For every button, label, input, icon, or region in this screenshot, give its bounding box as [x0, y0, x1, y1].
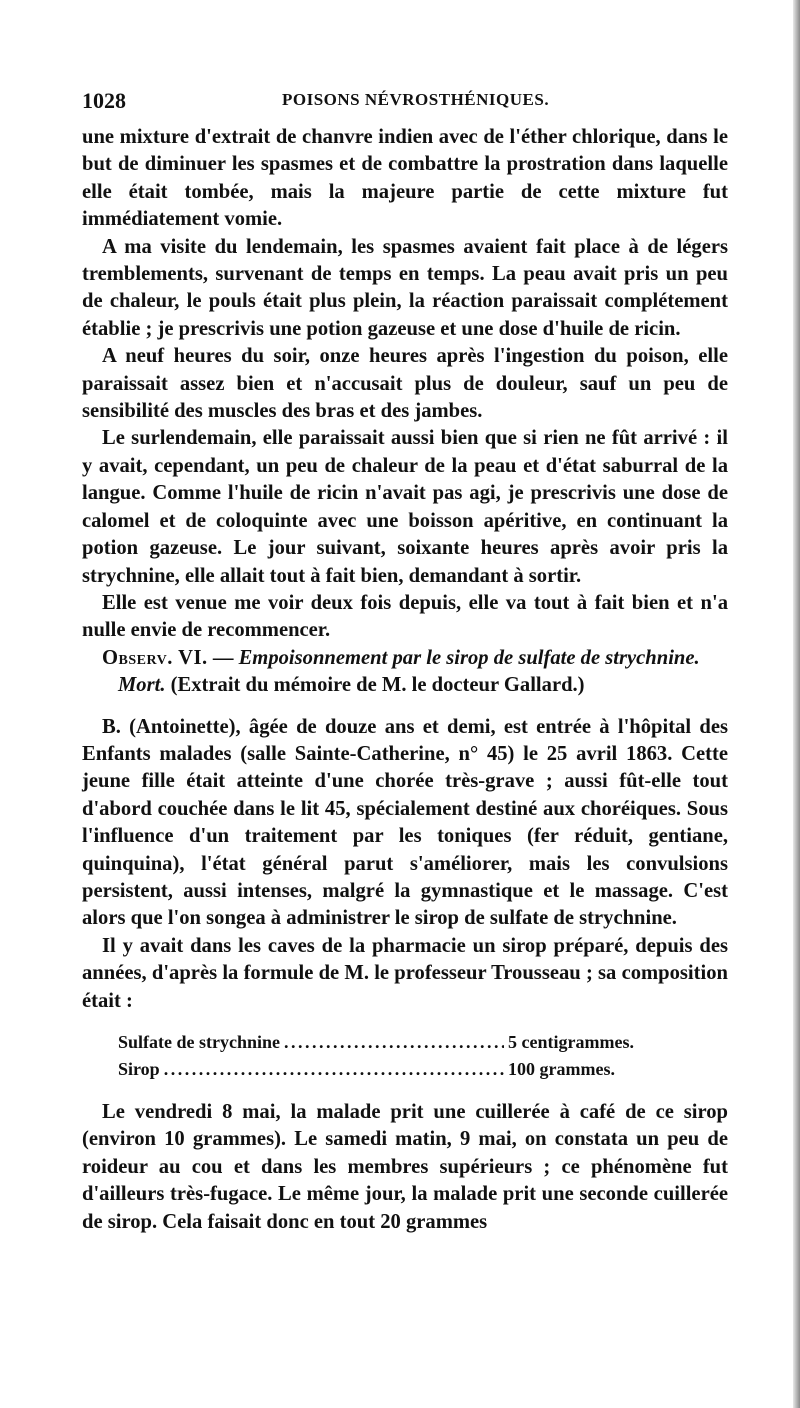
- observation-title: Empoisonnement par le sirop de sulfate de strychnine.: [238, 646, 700, 669]
- paragraph: A ma visite du lendemain, les spasmes avaient fait place à de légers tremblements, survenant de temps en temps. La peau avait pris un peu de chaleur, le pouls était plus plein, la réaction paraissait complétement établie ; je prescrivis une potion gazeuse et une dose d'huile de ricin.: [82, 235, 728, 340]
- paragraph: Elle est venue me voir deux fois depuis, elle va tout à fait bien et n'a nulle envie de recommencer.: [82, 591, 728, 642]
- paragraph: Il y avait dans les caves de la pharmacie un sirop préparé, depuis des années, d'après la formule de M. le professeur Trousseau ; sa composition était :: [82, 934, 728, 1012]
- observation-label: Observ. VI.: [102, 646, 208, 669]
- recipe-quantity: 100 grammes.: [508, 1059, 615, 1079]
- paragraph: A neuf heures du soir, onze heures après l'ingestion du poison, elle paraissait assez bien et n'accusait plus de douleur, sauf un peu de sensibilité des muscles des bras et des jambes.: [82, 345, 728, 423]
- running-title: POISONS NÉVROSTHÉNIQUES.: [282, 90, 550, 109]
- observation-heading: [82, 645, 728, 672]
- leader-dots: [164, 1056, 504, 1083]
- observation-dash: —: [207, 646, 239, 669]
- recipe-row: [118, 1029, 678, 1056]
- observation-source: (Extrait du mémoire de M. le docteur Gallard.): [165, 674, 585, 697]
- paragraph: Le vendredi 8 mai, la malade prit une cuillerée à café de ce sirop (environ 10 grammes). Le samedi matin, 9 mai, on constata un peu de roideur au cou et dans les membres supérieurs ; ce phénomène fut d'ailleurs très-fugace. Le même jour, la malade prit une seconde cuillerée de sirop. Cela faisait donc en tout 20 grammes: [82, 1101, 728, 1233]
- paragraph: Le surlendemain, elle paraissait aussi bien que si rien ne fût arrivé : il y avait, cependant, un peu de chaleur de la peau et d'état saburral de la langue. Comme l'huile de ricin n'avait pas agi, je prescrivis une dose de calomel et de coloquinte avec une boisson apéritive, en continuant la potion gazeuse. Le jour suivant, soixante heures après avoir pris la strychnine, elle allait tout à fait bien, demandant à sortir.: [82, 427, 728, 587]
- recipe-ingredient: Sirop: [118, 1059, 160, 1079]
- page-edge-shadow: [793, 0, 800, 1408]
- leader-dots: [284, 1029, 504, 1056]
- recipe-table: [118, 1029, 678, 1083]
- paragraph: une mixture d'extrait de chanvre indien avec de l'éther chlorique, dans le but de diminuer les spasmes et de combattre la prostration dans laquelle elle était tombée, mais la majeure partie de cette mixture fut immédiatement vomie.: [82, 126, 728, 231]
- page-number: 1028: [82, 88, 126, 113]
- paragraph: B. (Antoinette), âgée de douze ans et demi, est entrée à l'hôpital des Enfants malades (salle Sainte-Catherine, n° 45) le 25 avril 1863. Cette jeune fille était atteinte d'une chorée très-grave ; aussi fût-elle tout d'abord couchée dans le lit 45, spécialement destiné aux choréiques. Sous l'influence d'un traitement par les toniques (fer réduit, gentiane, quinquina), l'état général parut s'améliorer, mais les convulsions persistent, aussi intenses, malgré la gymnastique et le massage. C'est alors que l'on songea à administrer le sirop de sulfate de strychnine.: [82, 715, 728, 930]
- recipe-quantity: 5 centigrammes.: [508, 1032, 634, 1052]
- page-header: [82, 88, 722, 122]
- observation-subtitle: Mort.: [118, 674, 166, 697]
- page-body: [82, 124, 728, 1236]
- recipe-row: [118, 1056, 678, 1083]
- observation-subheading: [82, 672, 728, 699]
- recipe-ingredient: Sulfate de strychnine: [118, 1032, 280, 1052]
